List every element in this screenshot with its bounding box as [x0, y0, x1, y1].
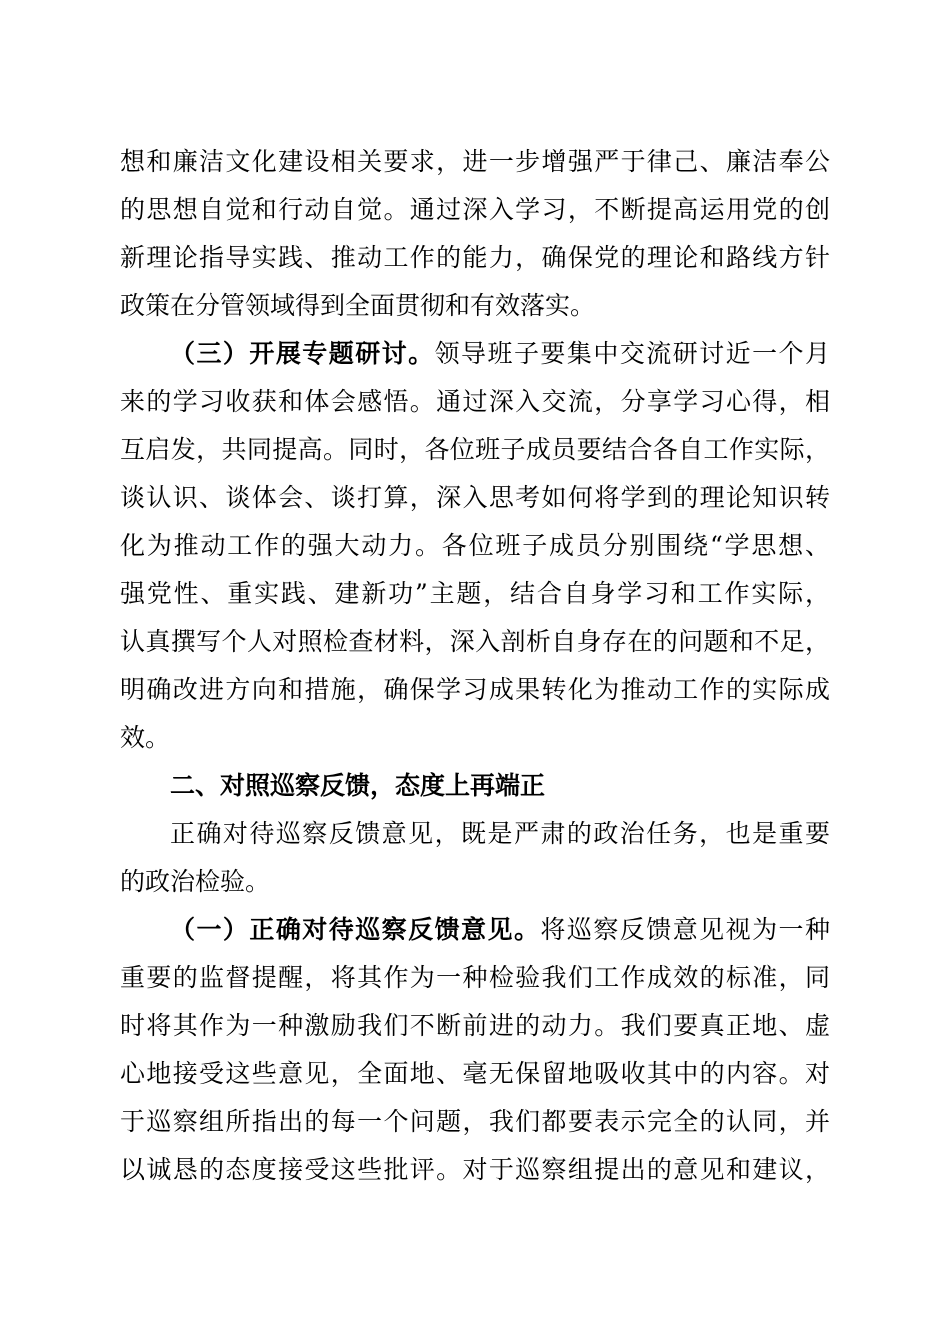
text-line: 化为推动工作的强大动力。各位班子成员分别围绕“学思想、	[120, 531, 830, 560]
text-line: 正确对待巡察反馈意见，既是严肃的政治任务，也是重要	[170, 819, 830, 848]
paragraph-continuation	[120, 138, 830, 330]
text-line: 的政治检验。	[120, 867, 271, 896]
item-lead: （三）开展专题研讨。	[170, 339, 435, 368]
text-line	[120, 330, 830, 378]
paragraph-item-three	[120, 330, 830, 762]
item-text: 领导班子要集中交流研讨近一个月	[434, 339, 830, 368]
document-body	[120, 138, 830, 1194]
text-line	[120, 906, 830, 954]
item-lead: （一）正确对待巡察反馈意见。	[170, 915, 541, 944]
paragraph-section-intro	[120, 810, 830, 906]
text-line: 认真撰写个人对照检查材料，深入剖析自身存在的问题和不足，	[120, 627, 830, 656]
text-line: 心地接受这些意见，全面地、毫无保留地吸收其中的内容。对	[120, 1059, 830, 1088]
text-line: 来的学习收获和体会感悟。通过深入交流，分享学习心得，相	[120, 387, 830, 416]
text-line: 的思想自觉和行动自觉。通过深入学习，不断提高运用党的创	[120, 195, 830, 224]
text-line: 新理论指导实践、推动工作的能力，确保党的理论和路线方针	[120, 243, 830, 272]
text-line: 以诚恳的态度接受这些批评。对于巡察组提出的意见和建议，	[120, 1155, 830, 1184]
text-line: 想和廉洁文化建设相关要求，进一步增强严于律己、廉洁奉公	[120, 147, 830, 176]
item-text: 将巡察反馈意见视为一种	[540, 915, 830, 944]
paragraph-item-one	[120, 906, 830, 1194]
section-heading: 二、对照巡察反馈，态度上再端正	[170, 771, 546, 800]
text-line: 强党性、重实践、建新功”主题，结合自身学习和工作实际，	[120, 579, 830, 608]
text-line: 明确改进方向和措施，确保学习成果转化为推动工作的实际成	[120, 675, 830, 704]
text-line: 于巡察组所指出的每一个问题，我们都要表示完全的认同，并	[120, 1107, 830, 1136]
text-line: 效。	[120, 723, 171, 752]
text-line: 重要的监督提醒，将其作为一种检验我们工作成效的标准，同	[120, 963, 830, 992]
text-line: 谈认识、谈体会、谈打算，深入思考如何将学到的理论知识转	[120, 483, 830, 512]
text-line: 互启发，共同提高。同时，各位班子成员要结合各自工作实际，	[120, 435, 830, 464]
text-line: 时将其作为一种激励我们不断前进的动力。我们要真正地、虚	[120, 1011, 830, 1040]
text-line: 政策在分管领域得到全面贯彻和有效落实。	[120, 291, 596, 320]
